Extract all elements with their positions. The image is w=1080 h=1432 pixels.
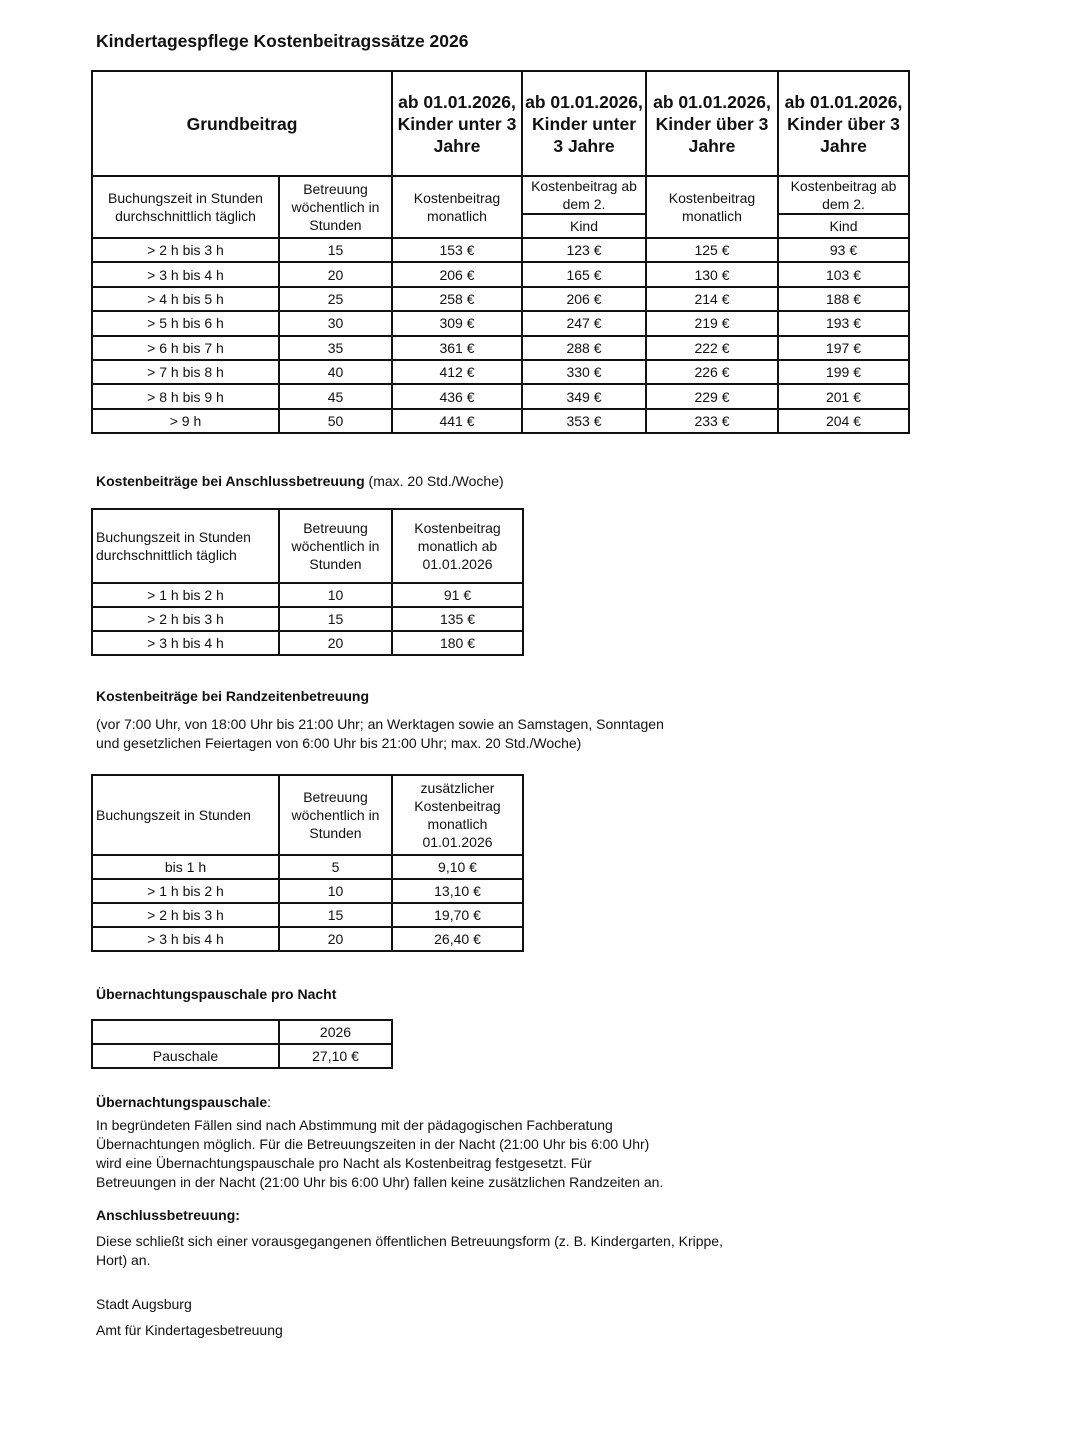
uebernachtung-table xyxy=(91,1019,393,1069)
cell-std: 15 xyxy=(279,903,392,927)
note-line: Betreuungen in der Nacht (21:00 Uhr bis 6:00 Uhr) fallen keine zusätzlichen Randzeiten an. xyxy=(96,1174,664,1190)
cell-zeit: > 1 h bis 2 h xyxy=(92,583,279,607)
empty-header-cell xyxy=(92,1020,279,1044)
header-betreuung: Betreuung wöchentlich in Stunden xyxy=(279,176,392,238)
table-row xyxy=(92,336,909,360)
cell-label: Pauschale xyxy=(92,1044,279,1068)
colon: : xyxy=(267,1094,272,1110)
cell-ue3: 219 € xyxy=(646,311,778,335)
footer-office: Amt für Kindertagesbetreuung xyxy=(96,1322,283,1338)
table-row xyxy=(92,384,909,408)
cell-std: 5 xyxy=(279,855,392,879)
anschluss-note-heading: Anschlussbetreuung: xyxy=(96,1207,240,1223)
randzeiten-table xyxy=(91,774,524,952)
randzeiten-note-line: und gesetzlichen Feiertagen von 6:00 Uhr bis 21:00 Uhr; max. 20 Std./Woche) xyxy=(96,735,582,751)
header-buchungszeit: Buchungszeit in Stunden durchschnittlich täglich xyxy=(92,176,279,238)
cell-std: 35 xyxy=(279,336,392,360)
cell-zeit: > 3 h bis 4 h xyxy=(92,262,279,286)
table-row xyxy=(92,631,523,655)
header-betreuung: Betreuung wöchentlich in Stunden xyxy=(279,509,392,583)
table-row xyxy=(92,903,523,927)
cell-zeit: > 2 h bis 3 h xyxy=(92,607,279,631)
uebernachtung-note-title: Übernachtungspauschale xyxy=(96,1094,268,1110)
cell-std: 15 xyxy=(279,607,392,631)
note-line: Übernachtungen möglich. Für die Betreuungszeiten in der Nacht (21:00 Uhr bis 6:00 Uhr) xyxy=(96,1136,650,1152)
cell-ue3-2: 193 € xyxy=(778,311,909,335)
cell-u3-2: 353 € xyxy=(522,409,646,433)
cell-zeit: > 6 h bis 7 h xyxy=(92,336,279,360)
cell-zeit: > 3 h bis 4 h xyxy=(92,631,279,655)
header-buchungszeit: Buchungszeit in Stunden xyxy=(92,775,279,855)
col-group-ue3: ab 01.01.2026, Kinder über 3 Jahre xyxy=(646,71,778,176)
table-row xyxy=(92,360,909,384)
cell-u3-2: 349 € xyxy=(522,384,646,408)
table-row xyxy=(92,409,909,433)
cell-std: 25 xyxy=(279,287,392,311)
cell-ue3-2: 199 € xyxy=(778,360,909,384)
cell-ue3-2: 204 € xyxy=(778,409,909,433)
grundbeitrag-table xyxy=(91,70,910,434)
header-buchungszeit: Buchungszeit in Stunden durchschnittlich täglich xyxy=(92,509,279,583)
cell-u3: 441 € xyxy=(392,409,522,433)
cell-zeit: > 5 h bis 6 h xyxy=(92,311,279,335)
anschluss-table xyxy=(91,508,524,656)
header-betrag: Kostenbeitrag monatlich ab 01.01.2026 xyxy=(392,509,523,583)
randzeiten-heading: Kostenbeiträge bei Randzeitenbetreuung xyxy=(96,688,370,704)
header-year: 2026 xyxy=(279,1020,392,1044)
grundbeitrag-header: Grundbeitrag xyxy=(92,71,392,176)
anschluss-note-body xyxy=(96,1232,723,1270)
table-row xyxy=(92,311,909,335)
cell-u3-2: 330 € xyxy=(522,360,646,384)
cell-zeit: > 3 h bis 4 h xyxy=(92,927,279,951)
page-title: Kindertagespflege Kostenbeitragssätze 2026 xyxy=(96,31,469,51)
table-row xyxy=(92,855,523,879)
cell-ue3: 125 € xyxy=(646,238,778,262)
cell-ue3: 229 € xyxy=(646,384,778,408)
header-ue3-monatlich: Kostenbeitrag monatlich xyxy=(646,176,778,238)
cell-betrag: 19,70 € xyxy=(392,903,523,927)
cell-betrag: 91 € xyxy=(392,583,523,607)
cell-std: 30 xyxy=(279,311,392,335)
cell-std: 20 xyxy=(279,927,392,951)
note-line: Hort) an. xyxy=(96,1252,151,1268)
uebernachtung-note-body xyxy=(96,1116,663,1192)
header-betreuung: Betreuung wöchentlich in Stunden xyxy=(279,775,392,855)
cell-zeit: > 9 h xyxy=(92,409,279,433)
cell-std: 40 xyxy=(279,360,392,384)
cell-u3: 258 € xyxy=(392,287,522,311)
cell-zeit: bis 1 h xyxy=(92,855,279,879)
table-row xyxy=(92,927,523,951)
cell-ue3: 130 € xyxy=(646,262,778,286)
cell-ue3-2: 197 € xyxy=(778,336,909,360)
anschluss-heading xyxy=(96,473,504,489)
table-row xyxy=(92,879,523,903)
col-group-u3-second: ab 01.01.2026, Kinder unter 3 Jahre xyxy=(522,71,646,176)
cell-betrag: 180 € xyxy=(392,631,523,655)
randzeiten-note-line: (vor 7:00 Uhr, von 18:00 Uhr bis 21:00 Uhr; an Werktagen sowie an Samstagen, Sonntagen xyxy=(96,716,664,732)
cell-zeit: > 1 h bis 2 h xyxy=(92,879,279,903)
cell-u3-2: 288 € xyxy=(522,336,646,360)
cell-std: 20 xyxy=(279,631,392,655)
cell-u3: 436 € xyxy=(392,384,522,408)
cell-zeit: > 2 h bis 3 h xyxy=(92,238,279,262)
col-group-u3: ab 01.01.2026, Kinder unter 3 Jahre xyxy=(392,71,522,176)
cell-std: 50 xyxy=(279,409,392,433)
header-betrag: zusätzlicher Kostenbeitrag monatlich 01.01.2026 xyxy=(392,775,523,855)
cell-std: 10 xyxy=(279,879,392,903)
cell-ue3: 222 € xyxy=(646,336,778,360)
cell-u3: 361 € xyxy=(392,336,522,360)
cell-u3-2: 123 € xyxy=(522,238,646,262)
table-row xyxy=(92,262,909,286)
cell-zeit: > 7 h bis 8 h xyxy=(92,360,279,384)
cell-u3: 309 € xyxy=(392,311,522,335)
cell-u3-2: 247 € xyxy=(522,311,646,335)
cell-ue3-2: 188 € xyxy=(778,287,909,311)
cell-u3: 153 € xyxy=(392,238,522,262)
header-u3-kind: Kind xyxy=(522,214,646,238)
table-row xyxy=(92,238,909,262)
cell-ue3-2: 103 € xyxy=(778,262,909,286)
note-line: In begründeten Fällen sind nach Abstimmung mit der pädagogischen Fachberatung xyxy=(96,1117,613,1133)
cell-std: 10 xyxy=(279,583,392,607)
cell-zeit: > 8 h bis 9 h xyxy=(92,384,279,408)
cell-value: 27,10 € xyxy=(279,1044,392,1068)
header-ue3-zweites: Kostenbeitrag ab dem 2. xyxy=(778,176,909,214)
cell-betrag: 9,10 € xyxy=(392,855,523,879)
table-row xyxy=(92,1044,392,1068)
header-ue3-kind: Kind xyxy=(778,214,909,238)
cell-betrag: 13,10 € xyxy=(392,879,523,903)
table-row xyxy=(92,607,523,631)
anschluss-heading-bold: Kostenbeiträge bei Anschlussbetreuung xyxy=(96,473,365,489)
cell-std: 20 xyxy=(279,262,392,286)
anschluss-heading-note: (max. 20 Std./Woche) xyxy=(364,473,504,489)
cell-std: 45 xyxy=(279,384,392,408)
cell-zeit: > 2 h bis 3 h xyxy=(92,903,279,927)
cell-ue3-2: 93 € xyxy=(778,238,909,262)
header-u3-zweites: Kostenbeitrag ab dem 2. xyxy=(522,176,646,214)
cell-std: 15 xyxy=(279,238,392,262)
cell-betrag: 135 € xyxy=(392,607,523,631)
cell-u3-2: 206 € xyxy=(522,287,646,311)
note-line: Diese schließt sich einer vorausgegangenen öffentlichen Betreuungsform (z. B. Kindergarten, Krippe, xyxy=(96,1233,723,1249)
cell-zeit: > 4 h bis 5 h xyxy=(92,287,279,311)
cell-betrag: 26,40 € xyxy=(392,927,523,951)
table-row xyxy=(92,583,523,607)
cell-ue3: 214 € xyxy=(646,287,778,311)
footer-city: Stadt Augsburg xyxy=(96,1296,192,1312)
note-line: wird eine Übernachtungspauschale pro Nacht als Kostenbeitrag festgesetzt. Für xyxy=(96,1155,592,1171)
cell-u3-2: 165 € xyxy=(522,262,646,286)
cell-ue3: 233 € xyxy=(646,409,778,433)
uebernachtung-note-heading xyxy=(96,1093,271,1112)
cell-ue3: 226 € xyxy=(646,360,778,384)
col-group-ue3-second: ab 01.01.2026, Kinder über 3 Jahre xyxy=(778,71,909,176)
randzeiten-note xyxy=(96,715,664,753)
cell-u3: 412 € xyxy=(392,360,522,384)
cell-u3: 206 € xyxy=(392,262,522,286)
table-row xyxy=(92,287,909,311)
uebernachtung-heading: Übernachtungspauschale pro Nacht xyxy=(96,986,337,1002)
cell-ue3-2: 201 € xyxy=(778,384,909,408)
header-u3-monatlich: Kostenbeitrag monatlich xyxy=(392,176,522,238)
